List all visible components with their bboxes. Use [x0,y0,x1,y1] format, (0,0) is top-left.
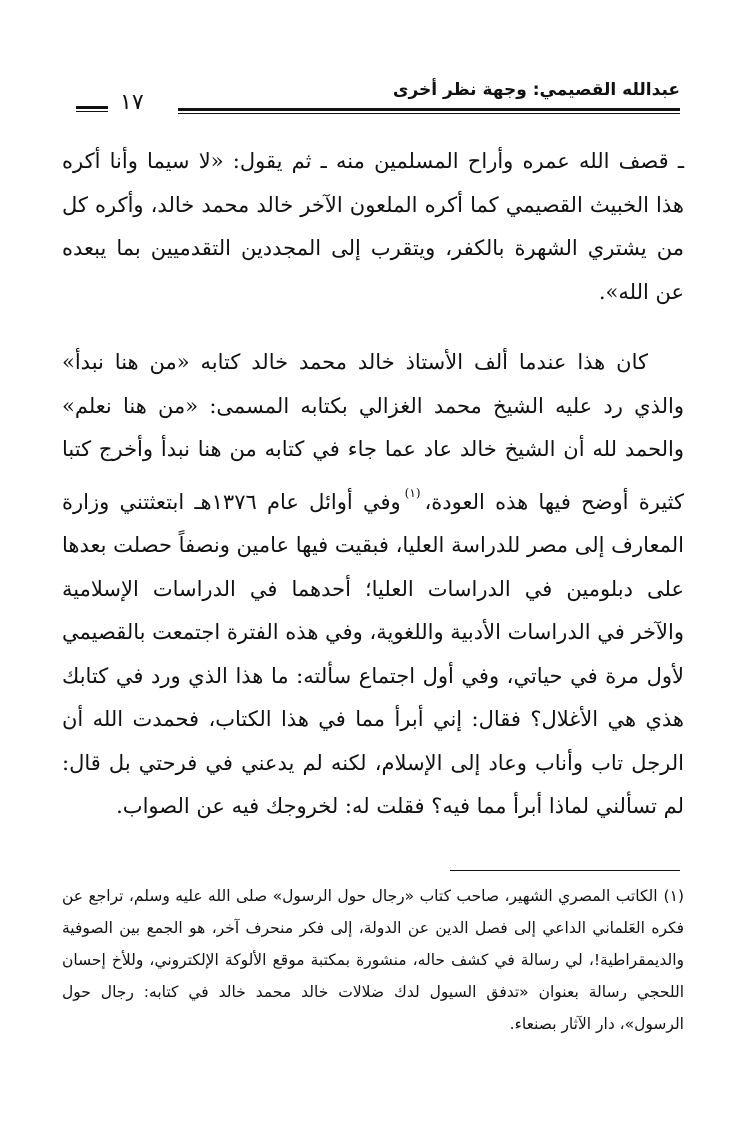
footnote-reference[interactable]: (١) [404,485,421,500]
footnote-separator [450,870,680,871]
footnote-text: الكاتب المصري الشهير، صاحب كتاب «رجال حول الرسول» صلى الله عليه وسلم، تراجع عن فكره العَلماني الداعي إلى فصل الدين عن الدولة، إلى فكر منحرف آخر، هو الجمع بين الصوفية والديمقراطية!، لي رسالة في كشف حاله، منشورة بمكتبة موقع الألوكة الإلكتروني، وللأخ إحسان اللحجي رسالة بعنوان «تدفق السيول لدك ضلالات خالد محمد خالد في كتابه: رجال حول الرسول»، دار الآثار بصنعاء. [62,887,684,1033]
header-rule [178,108,680,114]
header-left-bar [76,106,108,112]
paragraph-2-part-2: وفي أوائل عام ١٣٧٦هـ ابتعثتني وزارة المعارف إلى مصر للدراسة العليا، فبقيت فيها عامين ونصفاً حصلت بعدها على دبلومين في الدراسات العليا؛ أحدهما في الدراسات الإسلامية والآخر في الدراسات الأدبية واللغوية، وفي هذه الفترة اجتمعت بالقصيمي لأول مرة في حياتي، وفي أول اجتماع سألته: ما هذا الذي ورد في كتابك هذي هي الأغلال؟ فقال: إني أبرأ مما في هذا الكتاب، فحمدت الله أن الرجل تاب وأناب وعاد إلى الإسلام، لكنه لم يدعني في فرحتي بل قال: لم تسألني لماذا أبرأ مما فيه؟ فقلت له: لخروجك فيه عن الصواب. [62,489,684,818]
paragraph-2 [62,341,684,829]
running-header [70,80,680,120]
paragraph-1: ـ قصف الله عمره وأراح المسلمين منه ـ ثم يقول: «لا سيما وأنا أكره هذا الخبيث القصيمي كما أكره الملعون الآخر خالد محمد خالد، وأكره كل من يشتري الشهرة بالكفر، ويتقرب إلى المجددين التقدميين بما يبعده عن الله». [62,149,684,304]
main-text [62,140,684,829]
header-title: عبدالله القصيمي: وجهة نظر أخرى [392,80,680,100]
footnote [62,880,684,1040]
page-number: ١٧ [120,90,144,115]
footnote-number: (١) [663,887,684,905]
paragraph-2-part-1: كان هذا عندما ألف الأستاذ خالد محمد خالد كتابه «من هنا نبدأ» والذي رد عليه الشيخ محمد الغزالي بكتابه المسمى: «من هنا نعلم» والحمد لله أن الشيخ خالد عاد عما جاء في كتابه من هنا نبدأ وأخرج كتبا كثيرة أوضح فيها هذه العودة، [62,350,684,514]
